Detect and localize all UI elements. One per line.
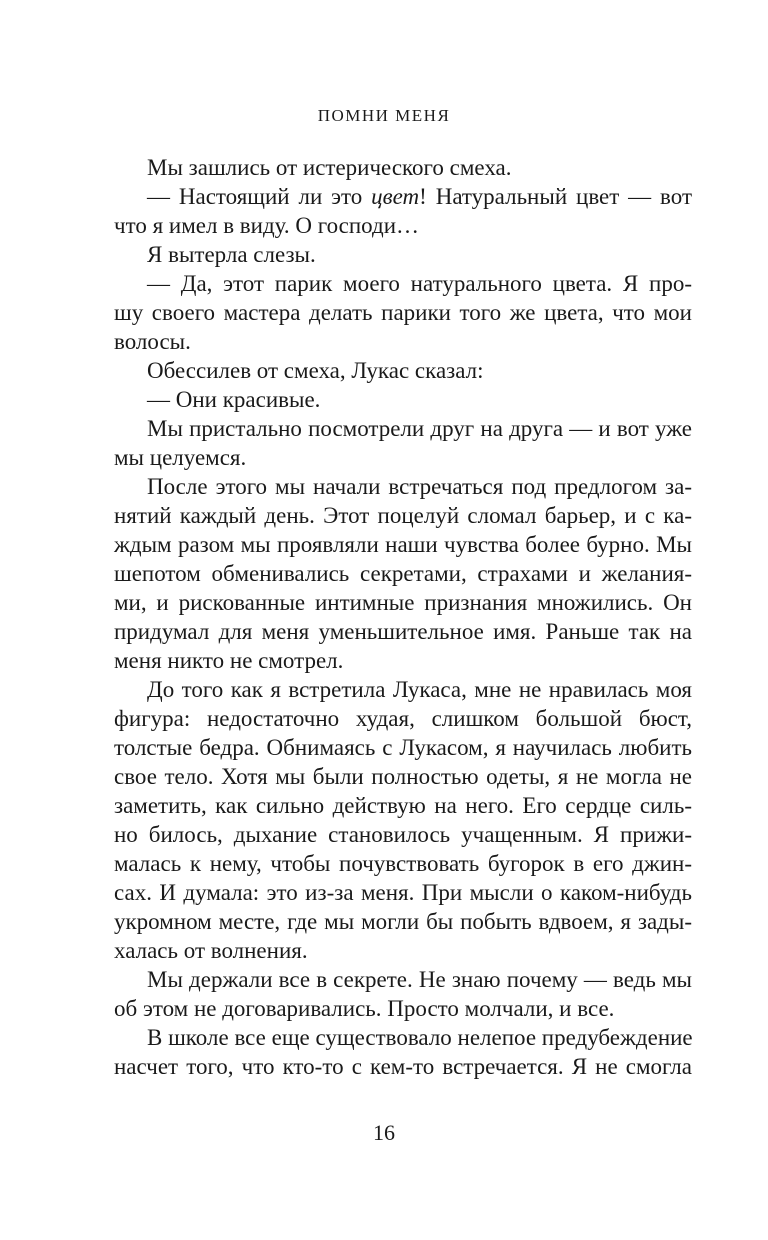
running-head: ПОМНИ МЕНЯ (317, 106, 451, 125)
text-line: Мы пристально посмотрели друг на друга — и вот уже (147, 416, 692, 441)
text-line: халась от волнения. (114, 938, 308, 963)
text-line: В школе все еще существовало нелепое предубеждение (147, 1025, 693, 1050)
text-line: — Они красивые. (147, 387, 321, 412)
text-line: укромном месте, где мы могли бы побыть вдвоем, я зады- (114, 909, 692, 934)
text-line: заметить, как сильно действую на него. Его сердце силь- (114, 793, 692, 818)
text-line: сах. И думала: это из-за меня. При мысли о каком-нибудь (114, 880, 692, 905)
text-line: толстые бедра. Обнимаясь с Лукасом, я научилась любить (114, 735, 692, 760)
text-line: об этом не договаривались. Просто молчали, и все. (114, 996, 615, 1021)
text-line: что я имел в виду. О господи… (114, 213, 420, 238)
text-line: насчет того, что кто-то с кем-то встречается. Я не смогла (114, 1054, 692, 1079)
text-line: ждым разом мы проявляли наши чувства более бурно. Мы (114, 532, 692, 557)
body-text (114, 153, 692, 1081)
text-line: волосы. (114, 329, 191, 354)
text-segment: — Настоящий ли это (147, 184, 372, 209)
text-line: придумал для меня уменьшительное имя. Раньше так на (114, 619, 692, 644)
text-line: шу своего мастера делать парики того же цвета, что мои (114, 300, 692, 325)
text-line: ми, и рискованные интимные признания множились. Он (114, 590, 692, 615)
text-line: После этого мы начали встречаться под предлогом за- (147, 474, 692, 499)
text-line: мы целуемся. (114, 445, 247, 470)
text-line: меня никто не смотрел. (114, 648, 344, 673)
text-line: но билось, дыхание становилось учащенным. Я прижи- (114, 822, 692, 847)
text-line: Мы зашлись от истерического смеха. (147, 155, 512, 180)
text-line: До того как я встретила Лукаса, мне не нравилась моя (147, 677, 692, 702)
text-line: — Да, этот парик моего натурального цвета. Я про- (147, 271, 692, 296)
text-line: Мы держали все в секрете. Не знаю почему — ведь мы (147, 967, 692, 992)
text-line: фигура: недостаточно худая, слишком большой бюст, (114, 706, 692, 731)
text-line: Я вытерла слезы. (147, 242, 316, 267)
text-line: шепотом обменивались секретами, страхами и желания- (114, 561, 692, 586)
text-line: малась к нему, чтобы почувствовать бугорок в его джин- (114, 851, 692, 876)
text-segment: ! Натуральный цвет — вот (419, 184, 693, 209)
text-line: нятий каждый день. Этот поцелуй сломал барьер, и с ка- (114, 503, 692, 528)
text-line (114, 182, 692, 211)
text-line: Обессилев от смеха, Лукас сказал: (147, 358, 484, 383)
text-line: свое тело. Хотя мы были полностью одеты, я не могла не (114, 764, 692, 789)
page-number: 16 (373, 1120, 395, 1145)
italic-word: цвет (371, 184, 420, 209)
